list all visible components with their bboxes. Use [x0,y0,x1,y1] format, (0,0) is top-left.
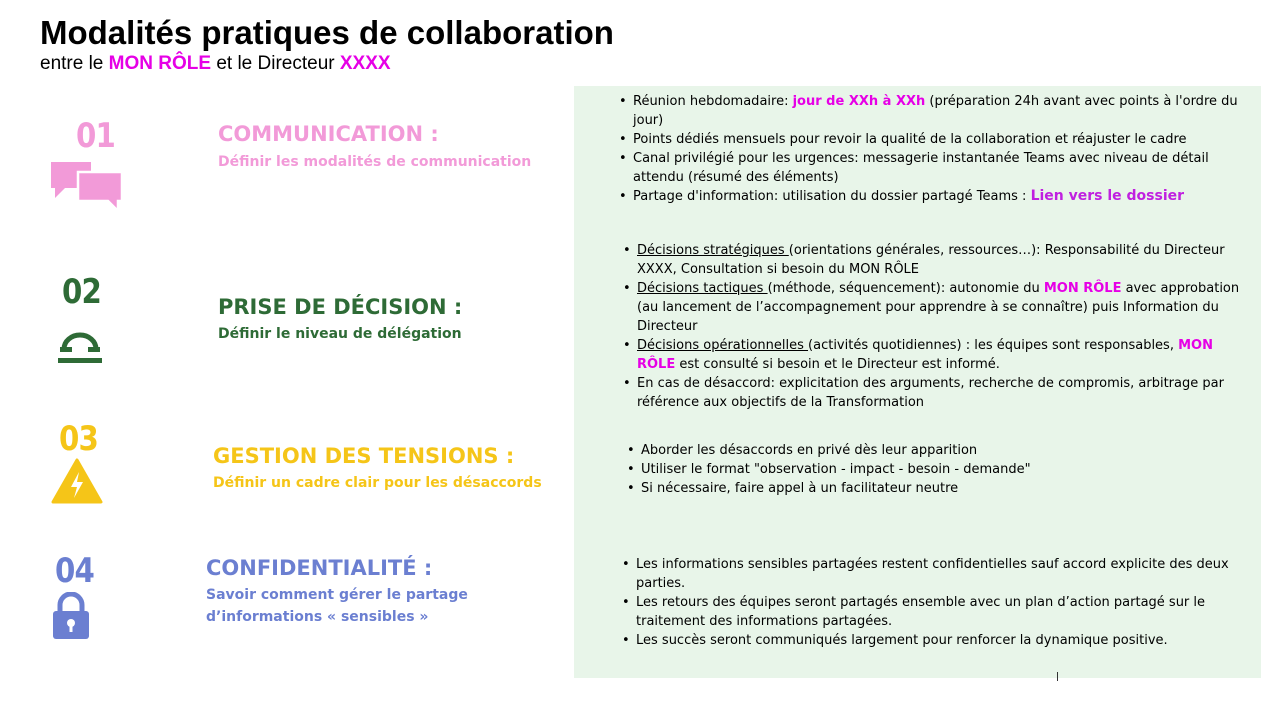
list-item: • Les informations sensibles partagées restent confidentielles sauf accord explicite des deux parties. [636,555,1242,593]
stray-mark [1057,672,1058,681]
section-03-subtitle: Définir un cadre clair pour les désaccords [213,475,542,491]
section-02-bullets [621,241,1253,412]
list-item: • Décisions tactiques (méthode, séquencement): autonomie du MON RÔLE avec approbation (au lancement de l’accompagnement pour apprendre à se connaître) puis Information du Directeur [637,279,1253,336]
subtitle-mid: et le Directeur [211,53,340,74]
list-item: • Canal privilégié pour les urgences: messagerie instantanée Teams avec niveau de détail attendu (résumé des éléments) [633,149,1255,187]
lock-icon [52,592,90,644]
section-01-number: 01 [76,116,115,156]
shared-folder-link[interactable]: Lien vers le dossier [1030,188,1185,204]
section-01-bullets [617,92,1255,206]
subtitle-director: XXXX [339,53,391,74]
section-04-bullets [620,555,1242,650]
list-item: • Points dédiés mensuels pour revoir la qualité de la collaboration et réajuster le cadre [633,130,1255,149]
section-04-subtitle-line1: Savoir comment gérer le partage [206,587,468,603]
balance-icon [57,318,103,370]
chat-bubbles-icon [51,158,123,218]
section-02-number: 02 [62,272,101,312]
section-02-subtitle: Définir le niveau de délégation [218,326,462,342]
list-item: • Réunion hebdomadaire: jour de XXh à XXh (préparation 24h avant avec points à l'ordre du jour) [633,92,1255,130]
list-item: • Utiliser le format "observation - impact - besoin - demande" [641,460,1253,479]
list-item: • Les succès seront communiqués largement pour renforcer la dynamique positive. [636,631,1242,650]
list-item: • Partage d'information: utilisation du dossier partagé Teams : Lien vers le dossier [633,187,1255,206]
page-subtitle [40,53,391,75]
list-item: • Aborder les désaccords en privé dès leur apparition [641,441,1253,460]
section-04-number: 04 [55,551,94,591]
section-04-subtitle-line2: d’informations « sensibles » [206,609,429,625]
page-title: Modalités pratiques de collaboration [40,14,614,51]
subtitle-prefix: entre le [40,53,109,74]
list-item: • Si nécessaire, faire appel à un facilitateur neutre [641,479,1253,498]
section-01-subtitle: Définir les modalités de communication [218,154,532,170]
warning-icon [51,458,103,508]
list-item: • Les retours des équipes seront partagés ensemble avec un plan d’action partagé sur le traitement des informations partagées. [636,593,1242,631]
subtitle-role: MON RÔLE [108,53,212,74]
section-01-title: COMMUNICATION : [218,122,439,146]
section-02-title: PRISE DE DÉCISION : [218,295,463,319]
list-item: • Décisions stratégiques (orientations générales, ressources…): Responsabilité du Directeur XXXX, Consultation si besoin du MON RÔLE [637,241,1253,279]
section-03-bullets [625,441,1253,498]
section-03-number: 03 [59,419,98,459]
list-item: • En cas de désaccord: explicitation des arguments, recherche de compromis, arbitrage par référence aux objectifs de la Transformation [637,374,1253,412]
list-item: • Décisions opérationnelles (activités quotidiennes) : les équipes sont responsables, MON RÔLE est consulté si besoin et le Directeur est informé. [637,336,1253,374]
section-04-title: CONFIDENTIALITÉ : [206,556,433,580]
section-03-title: GESTION DES TENSIONS : [213,444,515,468]
